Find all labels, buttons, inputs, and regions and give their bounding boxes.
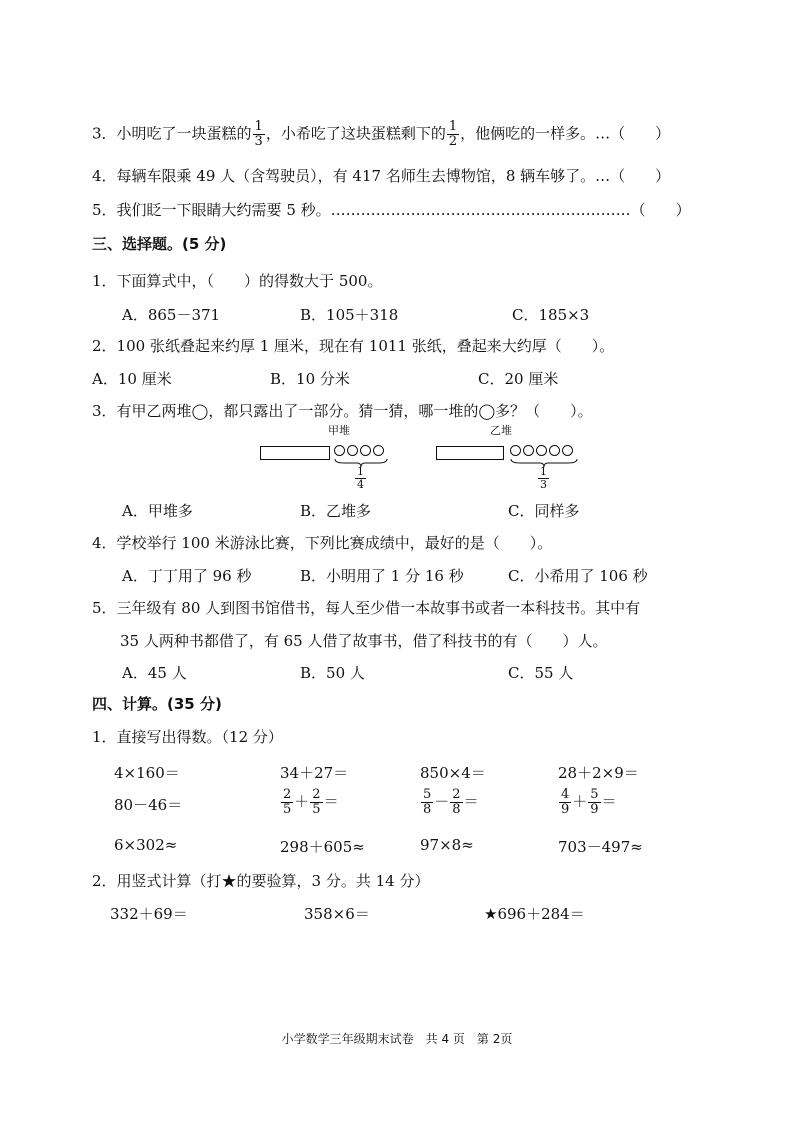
calc-item: 6×302≈ bbox=[114, 836, 178, 854]
judge-q3 bbox=[92, 120, 670, 149]
calc-item: 850×4＝ bbox=[420, 764, 486, 782]
pile-b-circles bbox=[510, 445, 573, 456]
s3-q2-option-c: C．20 厘米 bbox=[478, 370, 559, 388]
s3-q3-option-b: B．乙堆多 bbox=[300, 502, 372, 520]
s3-q3-text: 3．有甲乙两堆◯，都只露出了一部分。猜一猜，哪一堆的◯多？（ ）。 bbox=[92, 402, 593, 420]
section3-title: 三、选择题。(5 分) bbox=[92, 235, 227, 253]
page-footer: 小学数学三年级期末试卷 共 4 页 第 2页 bbox=[281, 1032, 513, 1046]
s3-q2-option-b: B．10 分米 bbox=[270, 370, 350, 388]
vertical-calc-item: 332＋69＝ bbox=[110, 905, 188, 923]
s3-q4-text: 4．学校举行 100 米游泳比赛，下列比赛成绩中，最好的是（ ）。 bbox=[92, 534, 553, 552]
calc-item: 298＋605≈ bbox=[280, 838, 365, 856]
circle-icon bbox=[334, 445, 345, 456]
s3-q5-line1: 5．三年级有 80 人到图书馆借书，每人至少借一本故事书或者一本科技书。其中有 bbox=[92, 599, 641, 617]
s3-q5-line2: 35 人两种书都借了，有 65 人借了故事书，借了科技书的有（ ）人。 bbox=[120, 632, 608, 650]
s3-q4-option-a: A．丁丁用了 96 秒 bbox=[122, 567, 252, 585]
frac-den: 8 bbox=[423, 802, 432, 817]
frac-den: 9 bbox=[561, 802, 570, 817]
frac-num: 2 bbox=[283, 787, 292, 802]
s3-q3-option-c: C．同样多 bbox=[508, 502, 580, 520]
frac-num: 1 bbox=[254, 119, 263, 134]
section4-title: 四、计算。(35 分) bbox=[92, 695, 222, 713]
frac-num: 1 bbox=[540, 465, 547, 478]
circle-icon bbox=[360, 445, 371, 456]
calc-item: 97×8≈ bbox=[420, 836, 474, 854]
judge-q4: 4．每辆车限乘 49 人（含驾驶员），有 417 名师生去博物馆，8 辆车够了。…（ ） bbox=[92, 167, 671, 185]
frac-num: 4 bbox=[561, 787, 570, 802]
calc-item: 80－46＝ bbox=[114, 796, 183, 814]
frac-den: 8 bbox=[452, 802, 461, 817]
s3-q1-text: 1．下面算式中，（ ）的得数大于 500。 bbox=[92, 272, 383, 290]
circle-icon bbox=[510, 445, 521, 456]
circle-icon bbox=[523, 445, 534, 456]
s4-q2-text: 2．用竖式计算（打★的要验算，3 分。共 14 分） bbox=[92, 872, 430, 890]
pile-a-fraction bbox=[355, 466, 366, 491]
vertical-calc-item: ★696＋284＝ bbox=[484, 905, 585, 923]
s3-q5-option-a: A．45 人 bbox=[122, 664, 187, 682]
equals: ＝ bbox=[601, 792, 617, 811]
calc-item: 4×160＝ bbox=[114, 764, 180, 782]
fraction bbox=[447, 120, 459, 149]
s3-q1-option-a: A．865－371 bbox=[122, 306, 221, 324]
frac-den: 3 bbox=[540, 478, 547, 491]
s3-q1-option-b: B．105＋318 bbox=[300, 306, 399, 324]
frac-num: 1 bbox=[448, 119, 458, 134]
circle-icon bbox=[373, 445, 384, 456]
judge-q3-mid: ，小希吃了这块蛋糕剩下的 bbox=[265, 124, 446, 143]
s3-q4-option-c: C．小希用了 106 秒 bbox=[508, 567, 648, 585]
operator: ＋ bbox=[294, 792, 310, 811]
s4-q1-text: 1．直接写出得数。（12 分） bbox=[92, 728, 283, 746]
vertical-calc-item: 358×6＝ bbox=[304, 905, 370, 923]
circle-icon bbox=[549, 445, 560, 456]
s3-q5-option-b: B．50 人 bbox=[300, 664, 365, 682]
frac-num: 5 bbox=[590, 787, 599, 802]
frac-den: 5 bbox=[283, 802, 292, 817]
pile-b-fraction bbox=[538, 466, 549, 491]
frac-den: 2 bbox=[448, 134, 458, 149]
judge-q3-post: ，他俩吃的一样多。…（ ） bbox=[460, 124, 671, 143]
judge-q5: 5．我们眨一下眼睛大约需要 5 秒。……………………………………………………（ ） bbox=[92, 201, 691, 219]
calc-item: 28＋2×9＝ bbox=[558, 764, 639, 782]
operator: － bbox=[434, 792, 450, 811]
frac-den: 5 bbox=[312, 802, 321, 817]
calc-fraction-item bbox=[280, 788, 339, 817]
pile-a-label: 甲堆 bbox=[328, 424, 350, 437]
frac-num: 2 bbox=[312, 787, 321, 802]
s3-q3-option-a: A．甲堆多 bbox=[122, 502, 193, 520]
s3-q2-text: 2．100 张纸叠起来约厚 1 厘米，现在有 1011 张纸，叠起来大约厚（ ）。 bbox=[92, 337, 615, 355]
frac-den: 9 bbox=[590, 802, 599, 817]
frac-num: 2 bbox=[452, 787, 461, 802]
judge-q3-text: 3．小明吃了一块蛋糕的 bbox=[92, 124, 252, 143]
calc-item: 34＋27＝ bbox=[280, 764, 349, 782]
circle-icon bbox=[536, 445, 547, 456]
s3-q2-option-a: A．10 厘米 bbox=[92, 370, 172, 388]
s3-q1-option-c: C．185×3 bbox=[512, 306, 590, 324]
calc-fraction-item bbox=[420, 788, 479, 817]
operator: ＋ bbox=[572, 792, 588, 811]
calc-item: 703－497≈ bbox=[558, 838, 643, 856]
equals: ＝ bbox=[323, 792, 339, 811]
equals: ＝ bbox=[463, 792, 479, 811]
calc-fraction-item bbox=[558, 788, 617, 817]
s3-q4-option-b: B．小明用了 1 分 16 秒 bbox=[300, 567, 464, 585]
pile-a-cover-box bbox=[260, 446, 330, 460]
s3-q5-option-c: C．55 人 bbox=[508, 664, 574, 682]
circle-icon bbox=[562, 445, 573, 456]
pile-a-circles bbox=[334, 445, 384, 456]
circle-icon bbox=[347, 445, 358, 456]
pile-b-cover-box bbox=[436, 446, 504, 460]
frac-den: 3 bbox=[254, 134, 263, 149]
pile-b-label: 乙堆 bbox=[490, 424, 512, 437]
pile-figure bbox=[250, 422, 610, 494]
frac-den: 4 bbox=[357, 478, 364, 491]
frac-num: 5 bbox=[423, 787, 432, 802]
frac-num: 1 bbox=[357, 465, 364, 478]
fraction bbox=[253, 120, 265, 149]
